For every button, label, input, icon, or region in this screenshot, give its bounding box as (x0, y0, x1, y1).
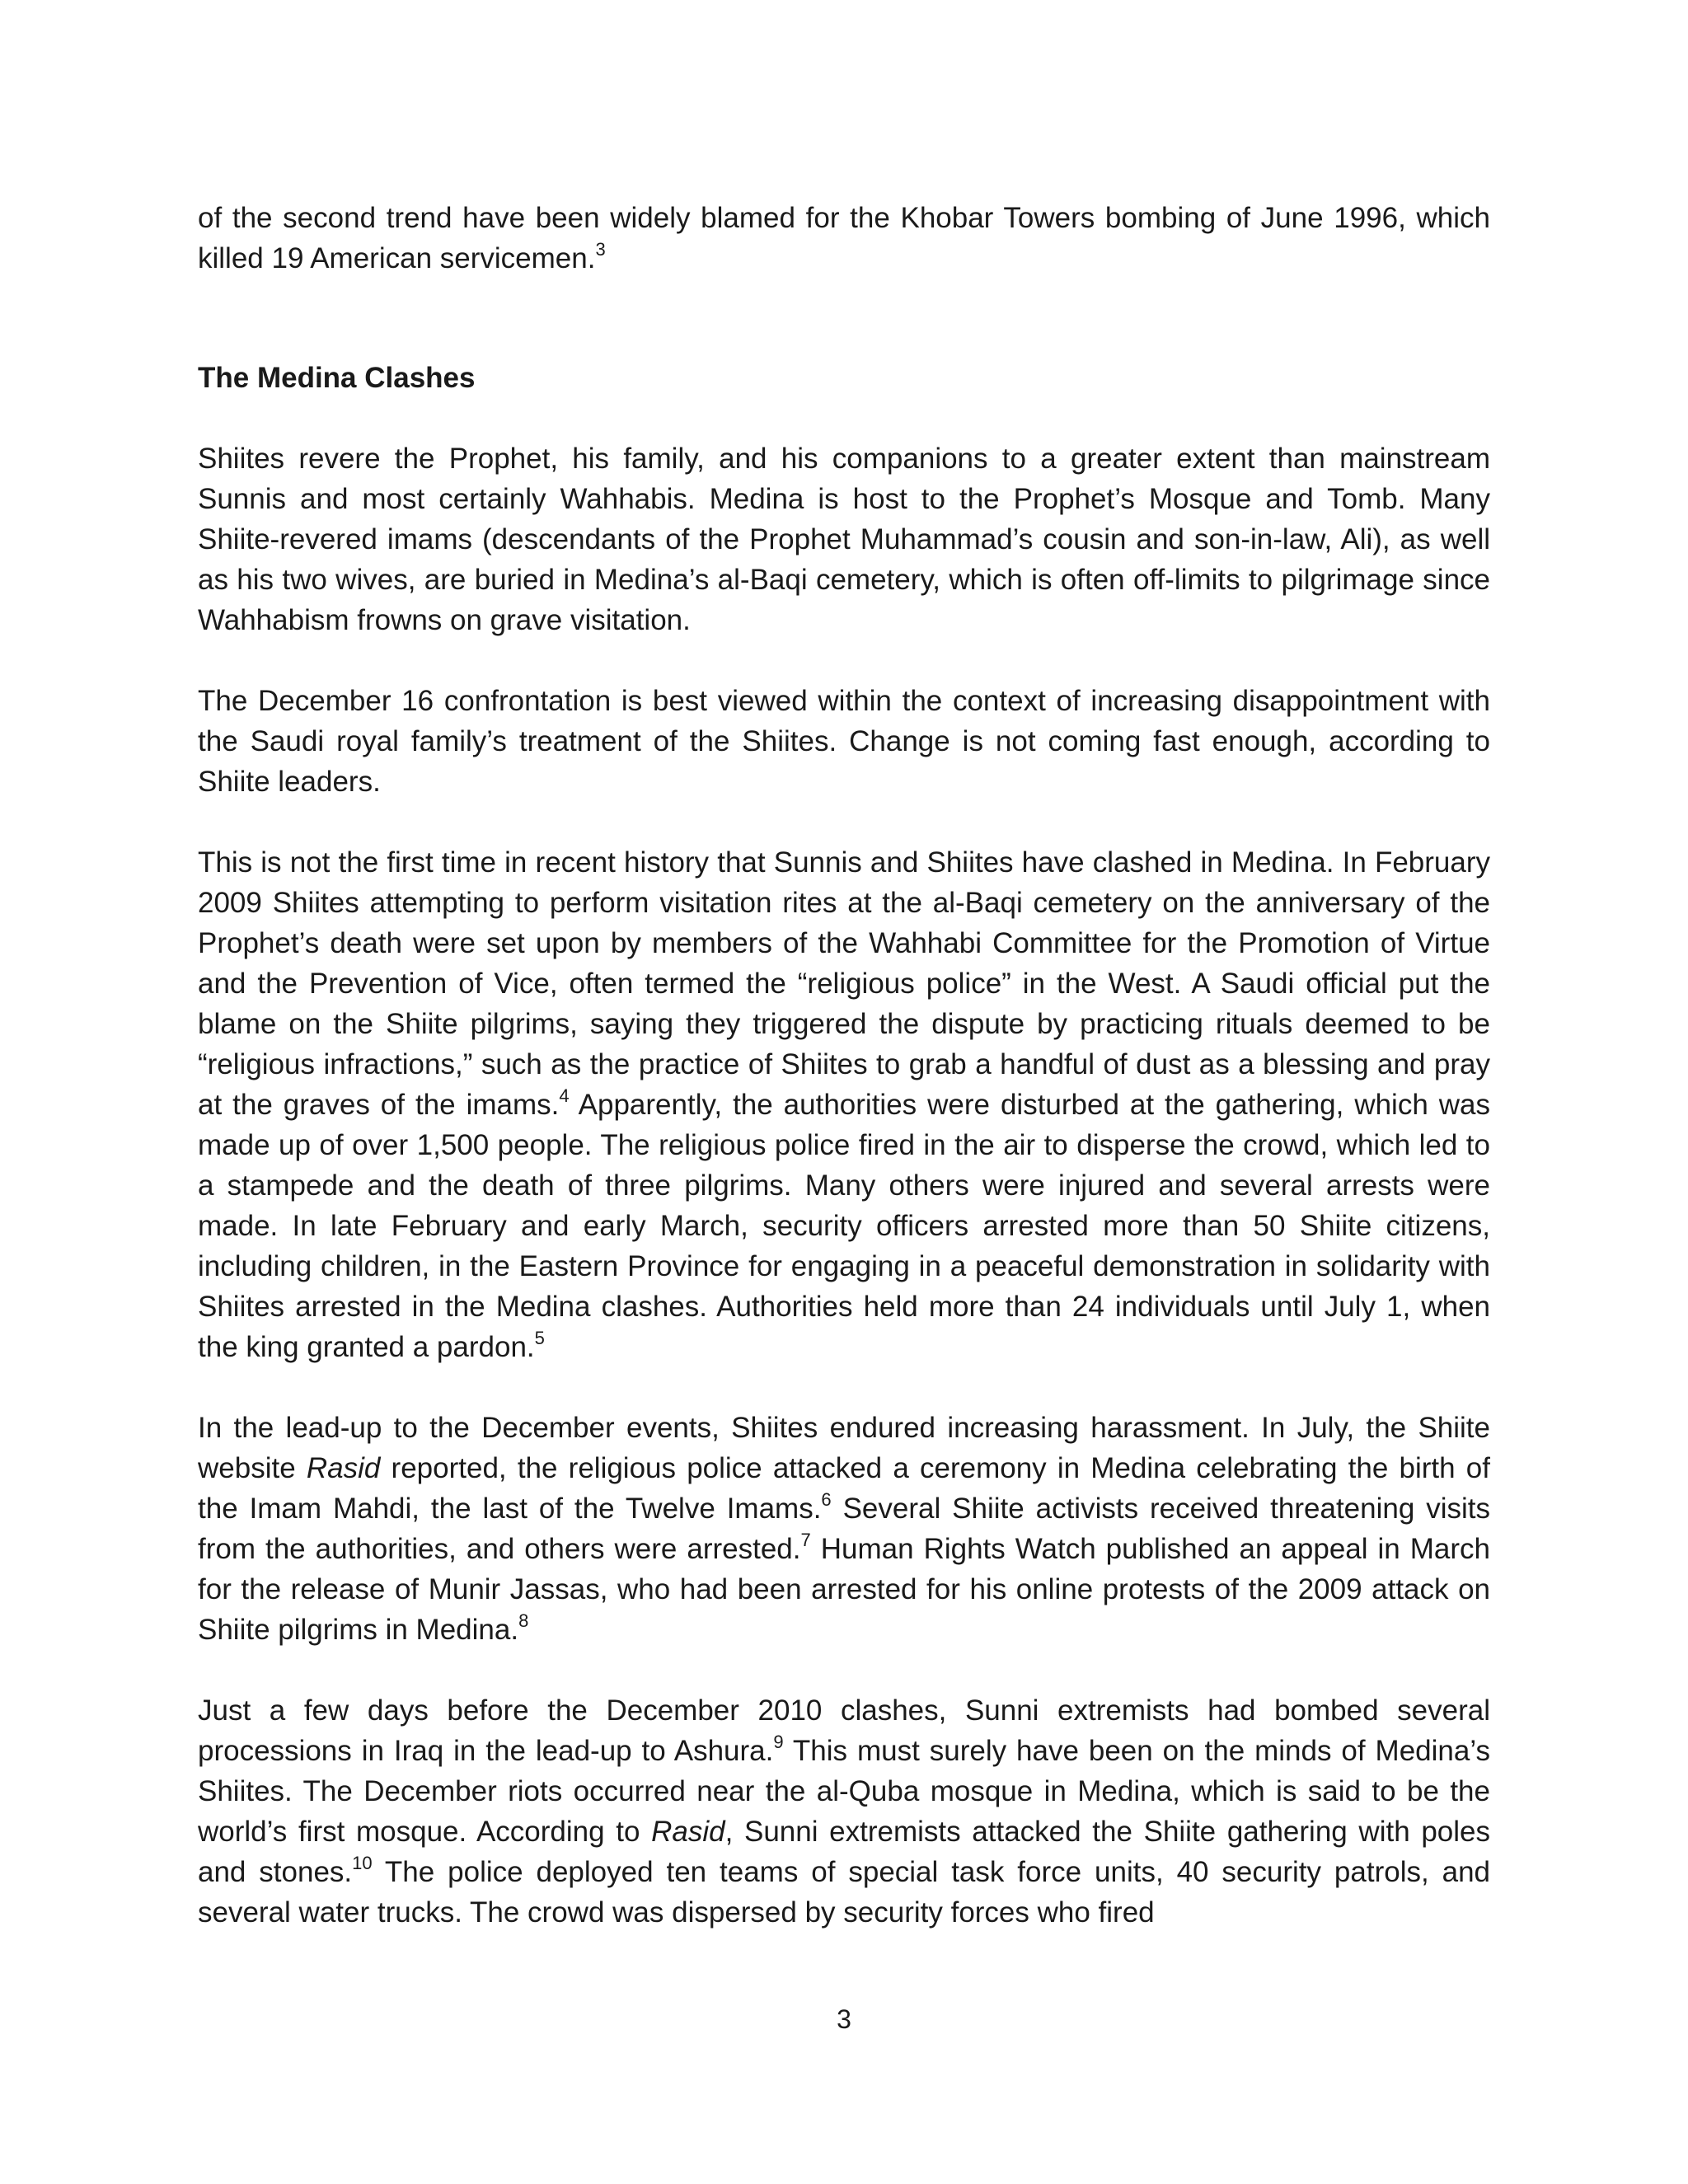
footnote-ref-4: 4 (559, 1085, 570, 1107)
intro-text: of the second trend have been widely blamed for the Khobar Towers bombing of June 1996, which killed 19 American servicemen. (198, 202, 1490, 274)
document-page (198, 198, 1490, 1933)
footnote-ref-8: 8 (518, 1610, 529, 1632)
paragraph-4-text-a: In the lead-up to the December events, Shiites endured increasing harassment. In July, the Shiite website (198, 1412, 1490, 1484)
footnote-ref-6: 6 (821, 1489, 832, 1511)
paragraph-4 (198, 1408, 1490, 1650)
paragraph-4-text-c: Several Shiite activists received threatening visits from the authorities, and others were arrested. (198, 1493, 1490, 1565)
paragraph-5-text-c: , Sunni extremists attacked the Shiite gathering with poles and stones. (198, 1816, 1491, 1888)
paragraph-3-text-b: Apparently, the authorities were disturbed at the gathering, which was made up of over 1,500 people. The religious police fired in the air to disperse the crowd, which led to a stampede and the death of three pilgrims. Many others were injured and several arrests were made. In late February and early March, security officers arrested more than 50 Shiite citizens, including children, in the Eastern Province for engaging in a peaceful demonstration in solidarity with Shiites arrested in the Medina clashes. Authorities held more than 24 individuals until July 1, when the king granted a pardon. (198, 1089, 1491, 1363)
section-heading: The Medina Clashes (198, 362, 476, 394)
footnote-ref-7: 7 (800, 1530, 811, 1551)
source-name-rasid: Rasid (651, 1816, 725, 1848)
paragraph-3-text-a: This is not the first time in recent history that Sunnis and Shiites have clashed in Medina. In February 2009 Shiites attempting to perform visitation rites at the al-Baqi cemetery on the anniversary of the Prophet’s death were set upon by members of the Wahhabi Committee for the Promotion of Virtue and the Prevention of Vice, often termed the “religious police” in the West. A Saudi official put the blame on the Shiite pilgrims, saying they triggered the dispute by practicing rituals deemed to be “religious infractions,” such as the practice of Shiites to grab a handful of dust as a blessing and pray at the graves of the imams. (198, 846, 1490, 1121)
paragraph-4-text-b: reported, the religious police attacked a ceremony in Medina celebrating the birth of the Imam Mahdi, the last of the Twelve Imams. (198, 1452, 1490, 1525)
paragraph-1-text: Shiites revere the Prophet, his family, and his companions to a greater extent than mainstream Sunnis and most certainly Wahhabis. Medina is host to the Prophet’s Mosque and Tomb. Many Shiite-revered imams (descendants of the Prophet Muhammad’s cousin and son-in-law, Ali), as well as his two wives, are buried in Medina’s al-Baqi cemetery, which is often off-limits to pilgrimage since Wahhabism frowns on grave visitation. (198, 443, 1490, 636)
paragraph-2 (198, 681, 1490, 802)
source-name-rasid: Rasid (306, 1452, 381, 1484)
paragraph-5 (198, 1690, 1490, 1933)
paragraph-4-text-d: Human Rights Watch published an appeal in March for the release of Munir Jassas, who had been arrested for his online protests of the 2009 attack on Shiite pilgrims in Medina. (198, 1533, 1491, 1646)
paragraph-5-text-a: Just a few days before the December 2010 clashes, Sunni extremists had bombed several processions in Iraq in the lead-up to Ashura. (198, 1694, 1490, 1767)
paragraph-2-text: The December 16 confrontation is best viewed within the context of increasing disappointment with the Saudi royal family’s treatment of the Shiites. Change is not coming fast enough, according to Shiite leaders. (198, 685, 1490, 798)
footnote-ref-3: 3 (595, 239, 606, 260)
footnote-ref-9: 9 (773, 1732, 784, 1753)
paragraph-3 (198, 842, 1490, 1367)
paragraph-1 (198, 438, 1490, 640)
paragraph-5-text-d: The police deployed ten teams of special task force units, 40 security patrols, and several water trucks. The crowd was dispersed by security forces who fired (198, 1856, 1490, 1929)
footnote-ref-5: 5 (534, 1328, 545, 1349)
footnote-ref-10: 10 (352, 1853, 373, 1874)
intro-paragraph (198, 198, 1490, 279)
page-number: 3 (837, 2004, 851, 2034)
paragraph-5-text-b: This must surely have been on the minds of Medina’s Shiites. The December riots occurred near the al-Quba mosque in Medina, which is said to be the world’s first mosque. According to (198, 1735, 1490, 1848)
